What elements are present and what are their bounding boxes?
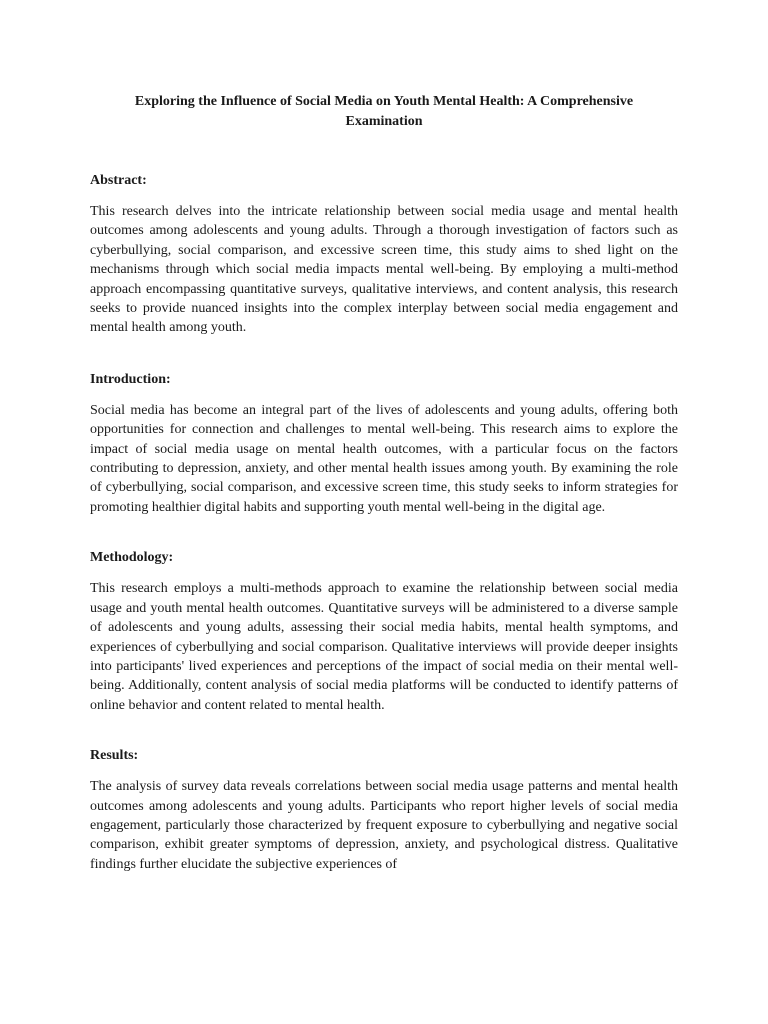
introduction-paragraph: Social media has become an integral part of the lives of adolescents and young adults, offering both opportunities for connection and challenges to mental well-being. This research aims to explore the impact of social media usage on mental health outcomes, with a particular focus on the factors contributing to depression, anxiety, and other mental health issues among youth. By examining the role of cyberbullying, social comparison, and excessive screen time, this study seeks to inform strategies for promoting healthier digital habits and supporting youth mental well-being in the digital age. [90, 402, 678, 515]
document-title: Exploring the Influence of Social Media on Youth Mental Health: A Comprehensive Examination [134, 94, 634, 129]
results-heading: Results: [90, 748, 139, 764]
introduction-heading: Introduction: [90, 371, 171, 387]
methodology-heading: Methodology: [90, 550, 174, 566]
results-paragraph: The analysis of survey data reveals correlations between social media usage patterns and mental health outcomes among adolescents and young adults. Participants who report higher levels of social media engagement, particularly those characterized by frequent exposure to cyberbullying and negative social comparison, exhibit greater symptoms of depression, anxiety, and psychological distress. Qualitative findings further elucidate the subjective experiences of [90, 779, 678, 872]
abstract-paragraph: This research delves into the intricate relationship between social media usage and mental health outcomes among adolescents and young adults. Through a thorough investigation of factors such as cyberbullying, social comparison, and excessive screen time, this study aims to shed light on the mechanisms through which social media impacts mental well-being. By employing a multi-method approach encompassing quantitative surveys, qualitative interviews, and content analysis, this research seeks to provide nuanced insights into the complex interplay between social media engagement and mental health among youth. [90, 204, 678, 336]
abstract-heading: Abstract: [90, 173, 147, 188]
methodology-paragraph: This research employs a multi-methods approach to examine the relationship between social media usage and youth mental health outcomes. Quantitative surveys will be administered to a diverse sample of adolescents and young adults, assessing their social media habits, mental health symptoms, and experiences of cyberbullying and social comparison. Qualitative interviews will provide deeper insights into participants' lived experiences and perceptions of the impact of social media on their mental well-being. Additionally, content analysis of social media platforms will be conducted to identify patterns of online behavior and content related to mental health. [90, 581, 678, 713]
document-page [90, 92, 678, 874]
